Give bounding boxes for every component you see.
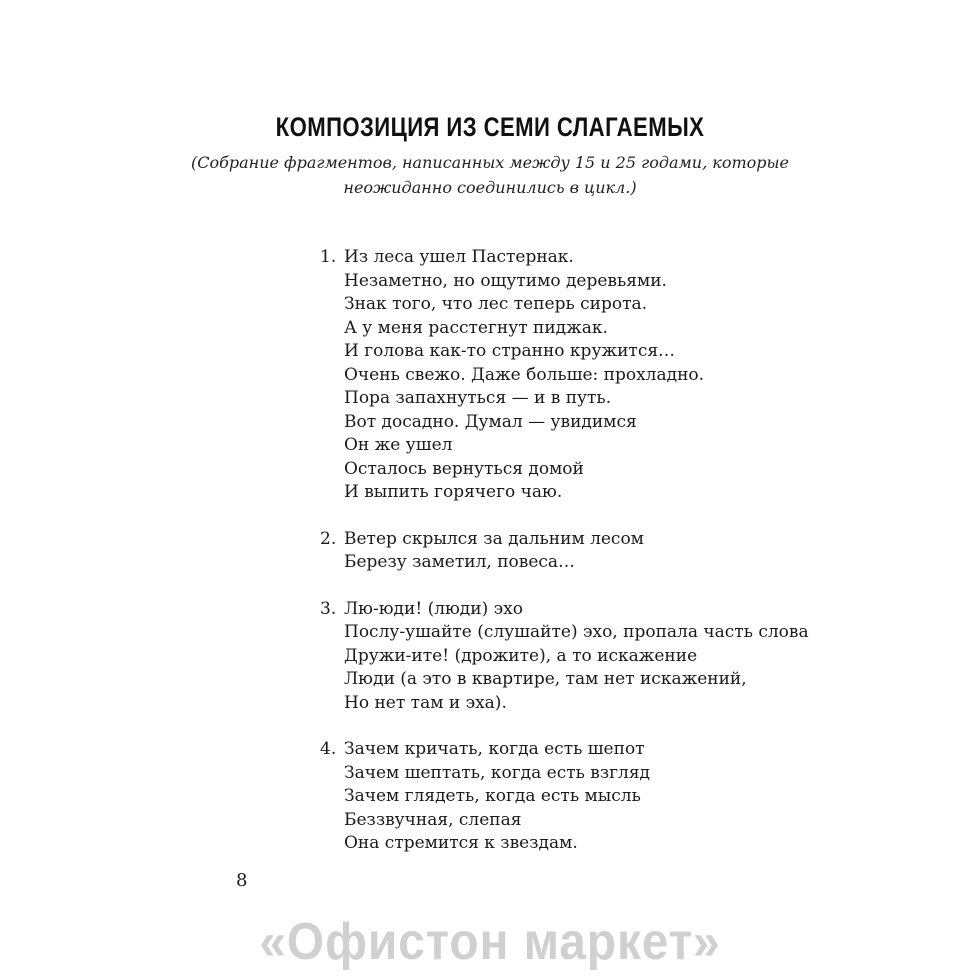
poem-line: А у меня расстегнут пиджак. <box>344 317 608 338</box>
stanza-3 <box>320 598 840 716</box>
poem-line: И выпить горячего чаю. <box>344 482 563 502</box>
stanza-2 <box>320 528 840 575</box>
poem-line: Она стремится к звездам. <box>344 833 578 853</box>
poem-line: Очень свежо. Даже больше: прохладно. <box>344 364 705 385</box>
subtitle <box>180 150 800 200</box>
poem-line: Зачем шептать, когда есть взгляд <box>344 762 651 783</box>
page-title: КОМПОЗИЦИЯ ИЗ СЕМИ СЛАГАЕМЫХ <box>275 112 705 142</box>
poem-line: Из леса ушел Пастернак. <box>344 247 574 267</box>
poem-line: И голова как-то странно кружится… <box>344 341 676 361</box>
page-number: 8 <box>236 870 248 891</box>
poem-line: Вот досадно. Думал — увидимся <box>344 411 637 432</box>
poem-line: Лю-юди! (люди) эхо <box>344 598 523 619</box>
poem-line: Пора запахнуться — и в путь. <box>344 388 612 408</box>
stanza-number: 3. <box>320 598 337 619</box>
poem-line: Беззвучная, слепая <box>344 809 522 830</box>
poem-line: Зачем глядеть, когда есть мысль <box>344 786 641 806</box>
poem-line: Послу-ушайте (слушайте) эхо, пропала часть слова <box>344 622 809 642</box>
watermark: «Офистон маркет» <box>259 913 721 971</box>
poem-line: Незаметно, но ощутимо деревьями. <box>344 270 667 291</box>
poem <box>320 246 840 879</box>
subtitle-line: (Собрание фрагментов, написанных между 15 и 25 годами, которые <box>190 153 789 172</box>
poem-line: Знак того, что лес теперь сирота. <box>344 294 648 314</box>
stanza-number: 2. <box>320 528 337 549</box>
poem-line: Он же ушел <box>344 435 453 455</box>
poem-line: Но нет там и эха). <box>344 692 507 713</box>
stanza-number: 4. <box>320 739 337 759</box>
stanza-number: 1. <box>320 247 337 267</box>
poem-line: Люди (а это в квартире, там нет искажений, <box>344 669 747 689</box>
poem-line: Зачем кричать, когда есть шепот <box>344 739 645 759</box>
poem-line: Осталось вернуться домой <box>344 458 584 479</box>
poem-line: Ветер скрылся за дальним лесом <box>344 528 644 549</box>
poem-line: Березу заметил, повеса… <box>344 552 576 572</box>
poem-line: Дружи-ите! (дрожите), а то искажение <box>344 645 698 666</box>
subtitle-line: неожиданно соединились в цикл.) <box>343 178 637 197</box>
stanza-4 <box>320 738 840 856</box>
stanza-1 <box>320 246 840 505</box>
